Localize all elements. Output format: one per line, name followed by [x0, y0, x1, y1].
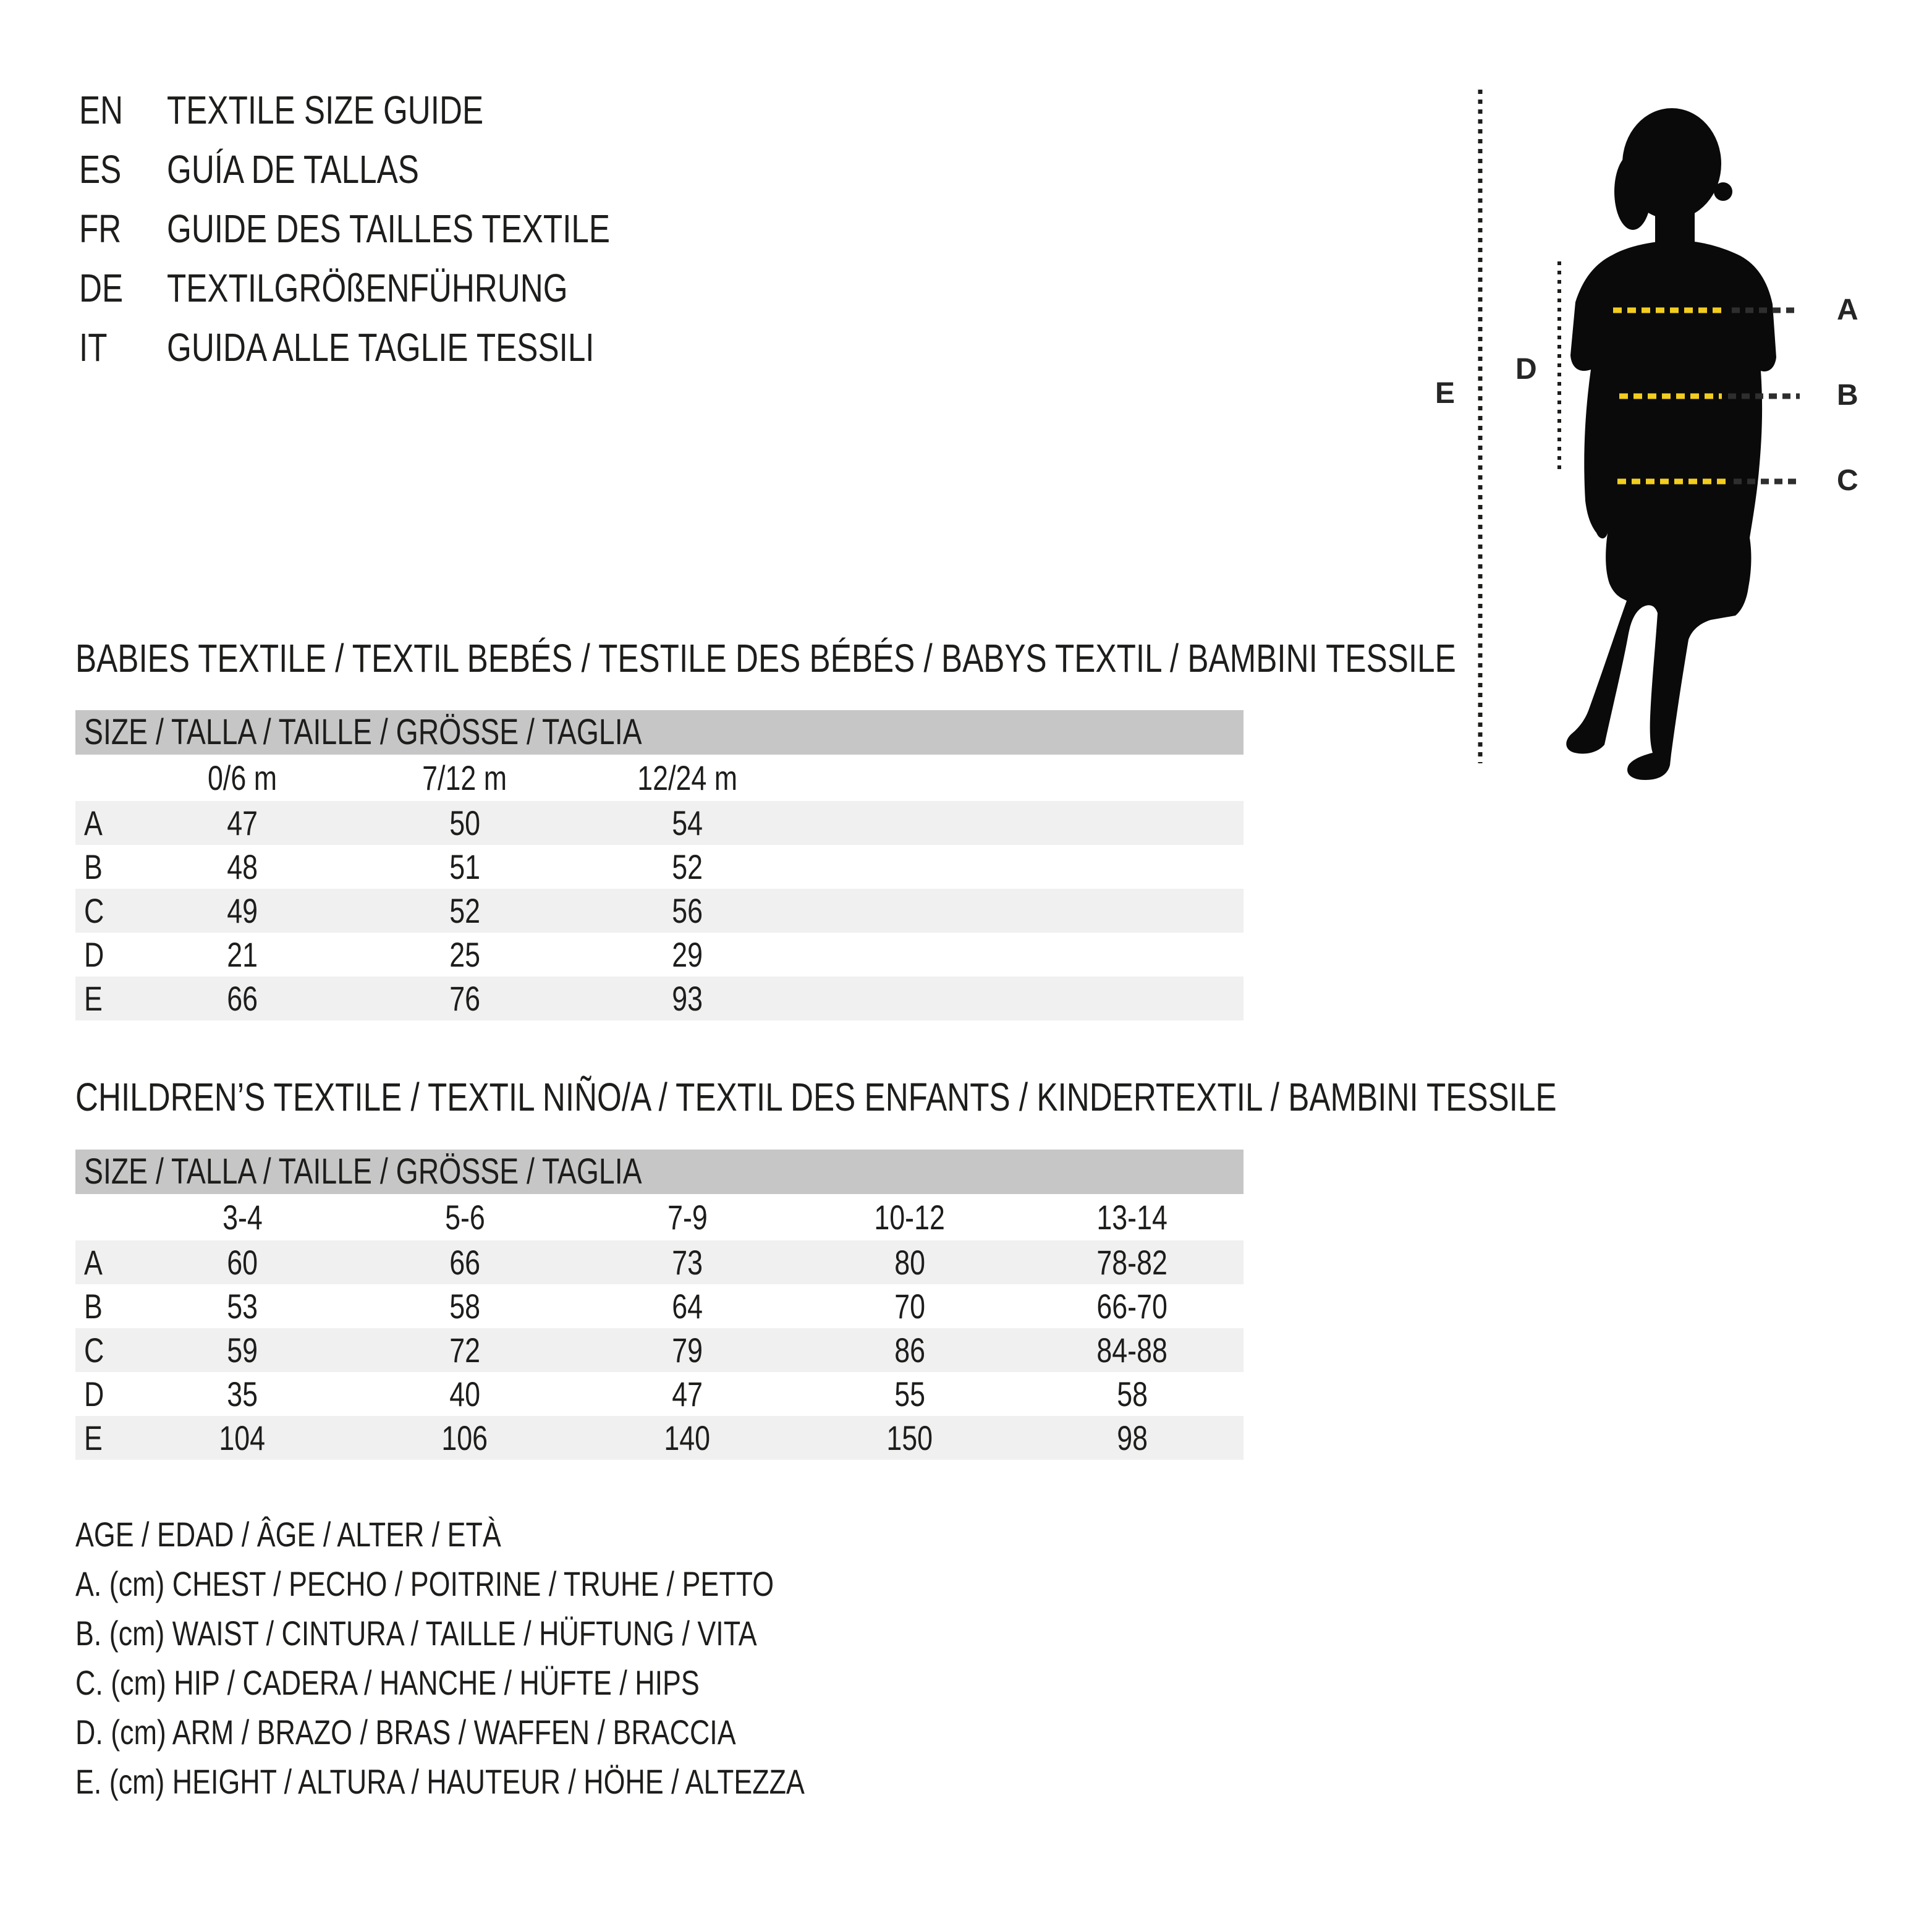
babies-column-header-row: [75, 755, 1244, 801]
row-label-text: A: [84, 1243, 103, 1282]
cell-value: 29: [672, 935, 703, 974]
table-cell: [131, 1416, 354, 1460]
legend-line-arm-text: D. (cm) ARM / BRAZO / BRAS / WAFFEN / BRACCIA: [75, 1713, 736, 1752]
cell-value: 25: [449, 935, 480, 974]
lang-code-de: DE: [79, 266, 124, 310]
babies-section-title-text: BABIES TEXTILE / TEXTIL BEBÉS / TESTILE DES BÉBÉS / BABYS TEXTIL / BAMBINI TESSILE: [75, 636, 1456, 680]
lang-row-fr: [79, 199, 721, 258]
table-cell: [354, 1240, 576, 1284]
row-label-cell: [75, 1328, 131, 1372]
table-cell: [576, 933, 799, 977]
cell-value: 78-82: [1096, 1243, 1168, 1282]
row-label-cell: [75, 889, 131, 933]
cell-value: 59: [227, 1331, 258, 1370]
cell-value: 48: [227, 847, 258, 886]
row-label-cell: [75, 1240, 131, 1284]
children-col-header-5-text: 13-14: [1096, 1198, 1168, 1237]
children-col-header-1-text: 3-4: [222, 1198, 263, 1237]
table-cell: [354, 1284, 576, 1328]
legend-line-waist-text: B. (cm) WAIST / CINTURA / TAILLE / HÜFTUNG / VITA: [75, 1614, 757, 1653]
babies-row-e: [75, 977, 1244, 1020]
table-cell: [1021, 1372, 1244, 1416]
measurement-figure: [1409, 74, 1932, 816]
row-label-text: B: [84, 847, 103, 886]
lang-code-es: ES: [79, 147, 122, 192]
title-en: TEXTILE SIZE GUIDE: [167, 88, 484, 132]
babies-row-c: [75, 889, 1244, 933]
language-title-block: [79, 80, 721, 377]
legend-line-age: [75, 1510, 987, 1559]
table-cell: [354, 1328, 576, 1372]
table-cell: [576, 1240, 799, 1284]
babies-size-table: [75, 710, 1244, 1020]
table-cell: [576, 1328, 799, 1372]
table-cell: [1021, 1240, 1244, 1284]
filler-cell: [799, 933, 1244, 977]
children-col-header-2: [354, 1194, 576, 1240]
lang-code-it: IT: [79, 325, 108, 370]
lang-row-en: [79, 80, 721, 140]
babies-row-d: [75, 933, 1244, 977]
row-label-text: C: [84, 1331, 104, 1370]
measurement-legend: [75, 1510, 987, 1807]
row-label-cell: [75, 1284, 131, 1328]
row-label-cell: [75, 801, 131, 845]
legend-line-height-text: E. (cm) HEIGHT / ALTURA / HAUTEUR / HÖHE / ALTEZZA: [75, 1762, 805, 1801]
legend-line-hip: [75, 1658, 987, 1708]
filler-cell: [799, 977, 1244, 1020]
title-it: GUIDA ALLE TAGLIE TESSILI: [167, 325, 595, 370]
children-col-header-5: [1021, 1194, 1244, 1240]
table-cell: [799, 1416, 1021, 1460]
cell-value: 40: [449, 1375, 480, 1413]
cell-value: 106: [441, 1418, 488, 1457]
row-label-cell: [75, 1416, 131, 1460]
cell-value: 80: [894, 1243, 925, 1282]
babies-col-header-2: [354, 755, 576, 801]
babies-row-a: [75, 801, 1244, 845]
title-de: TEXTILGRÖßENFÜHRUNG: [167, 266, 568, 310]
table-cell: [1021, 1328, 1244, 1372]
cell-value: 52: [672, 847, 703, 886]
table-cell: [799, 1328, 1021, 1372]
row-label-text: E: [84, 979, 103, 1018]
filler-cell: [799, 889, 1244, 933]
cell-value: 54: [672, 803, 703, 842]
lang-row-es: [79, 140, 721, 199]
children-row-d: [75, 1372, 1244, 1416]
table-cell: [1021, 1416, 1244, 1460]
cell-value: 21: [227, 935, 258, 974]
figure-label-chest: A: [1837, 294, 1858, 326]
babies-col-header-1-text: 0/6 m: [207, 758, 278, 797]
table-cell: [131, 845, 354, 889]
cell-value: 76: [449, 979, 480, 1018]
title-es: GUÍA DE TALLAS: [167, 147, 419, 192]
babies-size-header-text: SIZE / TALLA / TAILLE / GRÖSSE / TAGLIA: [84, 712, 642, 752]
title-fr: GUIDE DES TAILLES TEXTILE: [167, 206, 611, 251]
babies-section-title: [75, 638, 1801, 679]
legend-line-age-text: AGE / EDAD / ÂGE / ALTER / ETÀ: [75, 1515, 501, 1554]
table-cell: [576, 977, 799, 1020]
lang-row-it: [79, 318, 721, 377]
cell-value: 73: [672, 1243, 703, 1282]
legend-line-arm: [75, 1708, 987, 1757]
cell-value: 47: [672, 1375, 703, 1413]
corner-cell: [75, 755, 131, 801]
children-row-a: [75, 1240, 1244, 1284]
child-silhouette: [1566, 108, 1776, 780]
lang-code-en: EN: [79, 88, 124, 132]
legend-line-chest: [75, 1559, 987, 1609]
table-cell: [131, 1372, 354, 1416]
children-col-header-1: [131, 1194, 354, 1240]
legend-line-height: [75, 1757, 987, 1807]
filler-cell: [799, 801, 1244, 845]
table-cell: [576, 889, 799, 933]
cell-value: 53: [227, 1287, 258, 1326]
table-cell: [131, 1328, 354, 1372]
table-cell: [799, 1284, 1021, 1328]
row-label-cell: [75, 845, 131, 889]
babies-size-header-bar: [75, 710, 1244, 755]
row-label-cell: [75, 977, 131, 1020]
table-cell: [131, 801, 354, 845]
cell-value: 60: [227, 1243, 258, 1282]
table-cell: [799, 1240, 1021, 1284]
table-cell: [354, 845, 576, 889]
children-col-header-4-text: 10-12: [874, 1198, 946, 1237]
filler-cell: [799, 845, 1244, 889]
table-cell: [131, 1240, 354, 1284]
cell-value: 55: [894, 1375, 925, 1413]
figure-label-height: E: [1435, 377, 1455, 410]
legend-line-hip-text: C. (cm) HIP / CADERA / HANCHE / HÜFTE / HIPS: [75, 1663, 700, 1702]
babies-col-header-1: [131, 755, 354, 801]
table-cell: [354, 933, 576, 977]
children-col-header-3-text: 7-9: [667, 1198, 708, 1237]
row-label-text: E: [84, 1418, 103, 1457]
row-label-text: D: [84, 1375, 104, 1413]
cell-value: 79: [672, 1331, 703, 1370]
cell-value: 58: [1117, 1375, 1148, 1413]
babies-col-header-2-text: 7/12 m: [422, 758, 507, 797]
table-cell: [576, 1372, 799, 1416]
table-cell: [576, 845, 799, 889]
cell-value: 86: [894, 1331, 925, 1370]
cell-value: 52: [449, 891, 480, 930]
cell-value: 51: [449, 847, 480, 886]
legend-line-waist: [75, 1609, 987, 1658]
cell-value: 70: [894, 1287, 925, 1326]
table-cell: [576, 1416, 799, 1460]
row-label-text: A: [84, 803, 103, 842]
figure-label-waist: B: [1837, 379, 1858, 412]
table-cell: [354, 977, 576, 1020]
child-silhouette-figure: [1409, 74, 1932, 816]
children-section-title: [75, 1077, 1927, 1117]
babies-col-header-3: [576, 755, 799, 801]
table-cell: [131, 977, 354, 1020]
table-cell: [576, 1284, 799, 1328]
cell-value: 66-70: [1096, 1287, 1168, 1326]
children-row-b: [75, 1284, 1244, 1328]
cell-value: 50: [449, 803, 480, 842]
babies-row-b: [75, 845, 1244, 889]
children-col-header-3: [576, 1194, 799, 1240]
row-label-text: C: [84, 891, 104, 930]
cell-value: 98: [1117, 1418, 1148, 1457]
lang-code-fr: FR: [79, 206, 122, 251]
row-label-text: B: [84, 1287, 103, 1326]
cell-value: 66: [449, 1243, 480, 1282]
children-size-header-text: SIZE / TALLA / TAILLE / GRÖSSE / TAGLIA: [84, 1151, 642, 1192]
table-cell: [131, 1284, 354, 1328]
children-size-table: [75, 1150, 1244, 1460]
cell-value: 64: [672, 1287, 703, 1326]
table-cell: [354, 801, 576, 845]
children-column-header-row: [75, 1194, 1244, 1240]
children-row-e: [75, 1416, 1244, 1460]
cell-value: 35: [227, 1375, 258, 1413]
babies-col-header-3-text: 12/24 m: [637, 758, 737, 797]
filler-cell: [799, 755, 1244, 801]
cell-value: 47: [227, 803, 258, 842]
cell-value: 66: [227, 979, 258, 1018]
cell-value: 84-88: [1096, 1331, 1168, 1370]
children-col-header-4: [799, 1194, 1021, 1240]
table-cell: [354, 1372, 576, 1416]
legend-line-chest-text: A. (cm) CHEST / PECHO / POITRINE / TRUHE / PETTO: [75, 1564, 774, 1603]
table-cell: [354, 889, 576, 933]
cell-value: 140: [664, 1418, 711, 1457]
row-label-cell: [75, 933, 131, 977]
table-cell: [354, 1416, 576, 1460]
cell-value: 72: [449, 1331, 480, 1370]
table-cell: [799, 1372, 1021, 1416]
table-cell: [131, 889, 354, 933]
row-label-text: D: [84, 935, 104, 974]
cell-value: 49: [227, 891, 258, 930]
cell-value: 58: [449, 1287, 480, 1326]
children-size-header-bar: [75, 1150, 1244, 1194]
cell-value: 56: [672, 891, 703, 930]
table-cell: [1021, 1284, 1244, 1328]
table-cell: [576, 801, 799, 845]
children-col-header-2-text: 5-6: [444, 1198, 485, 1237]
lang-row-de: [79, 258, 721, 318]
row-label-cell: [75, 1372, 131, 1416]
cell-value: 150: [886, 1418, 933, 1457]
cell-value: 93: [672, 979, 703, 1018]
cell-value: 104: [219, 1418, 266, 1457]
corner-cell: [75, 1194, 131, 1240]
figure-label-arm: D: [1515, 353, 1537, 386]
children-section-title-text: CHILDREN’S TEXTILE / TEXTIL NIÑO/A / TEXTIL DES ENFANTS / KINDERTEXTIL / BAMBINI TESSILE: [75, 1075, 1557, 1119]
table-cell: [131, 933, 354, 977]
children-row-c: [75, 1328, 1244, 1372]
figure-label-hip: C: [1837, 464, 1858, 497]
